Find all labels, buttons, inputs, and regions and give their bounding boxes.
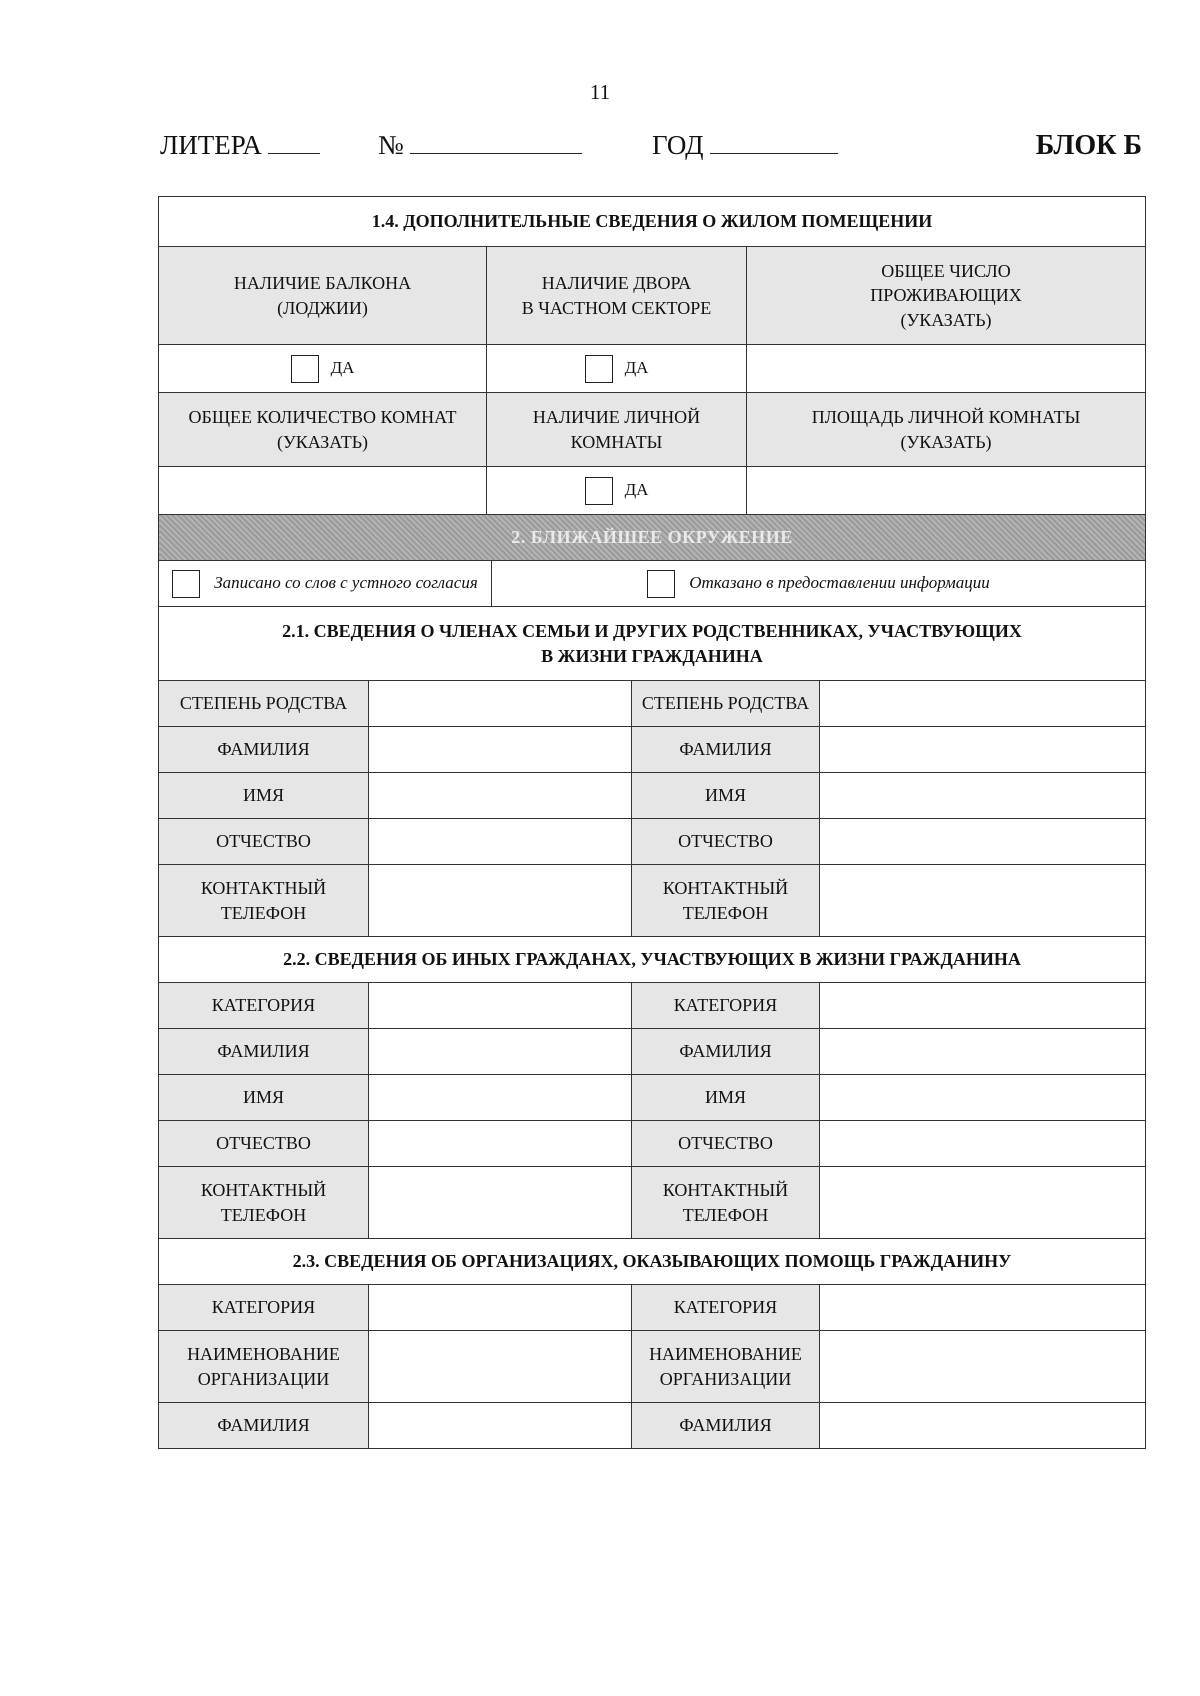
phone-label: КОНТАКТНЫЙ ТЕЛЕФОН bbox=[632, 1167, 820, 1239]
phone-label: КОНТАКТНЫЙ ТЕЛЕФОН bbox=[632, 865, 820, 937]
surname-input-2[interactable] bbox=[820, 1029, 1146, 1075]
surname-label: ФАМИЛИЯ bbox=[159, 727, 369, 773]
rooms-total-label: ОБЩЕЕ КОЛИЧЕСТВО КОМНАТ (УКАЗАТЬ) bbox=[159, 393, 487, 467]
refused-option bbox=[492, 561, 1146, 607]
section-1-4-title: 1.4. ДОПОЛНИТЕЛЬНЫЕ СВЕДЕНИЯ О ЖИЛОМ ПОМЕЩЕНИИ bbox=[159, 197, 1146, 247]
rooms-total-input[interactable] bbox=[159, 467, 487, 515]
section-2-3-title: 2.3. СВЕДЕНИЯ ОБ ОРГАНИЗАЦИЯХ, ОКАЗЫВАЮЩИХ ПОМОЩЬ ГРАЖДАНИНУ bbox=[159, 1239, 1146, 1285]
year-label: ГОД bbox=[652, 130, 704, 160]
phone-input-2[interactable] bbox=[820, 865, 1146, 937]
phone-input-1[interactable] bbox=[369, 1167, 632, 1239]
balcony-label: НАЛИЧИЕ БАЛКОНА (ЛОДЖИИ) bbox=[159, 247, 487, 345]
name-input-2[interactable] bbox=[820, 1075, 1146, 1121]
page-number: 11 bbox=[589, 80, 611, 104]
patronymic-input-2[interactable] bbox=[820, 1121, 1146, 1167]
patronymic-label: ОТЧЕСТВО bbox=[632, 819, 820, 865]
personal-room-area-input[interactable] bbox=[747, 467, 1146, 515]
surname-input-1[interactable] bbox=[369, 1403, 632, 1449]
category-label: КАТЕГОРИЯ bbox=[159, 983, 369, 1029]
category-input-1[interactable] bbox=[369, 1285, 632, 1331]
surname-input-1[interactable] bbox=[369, 727, 632, 773]
yard-label: НАЛИЧИЕ ДВОРА В ЧАСТНОМ СЕКТОРЕ bbox=[487, 247, 747, 345]
category-label: КАТЕГОРИЯ bbox=[632, 983, 820, 1029]
name-input-2[interactable] bbox=[820, 773, 1146, 819]
personal-room-yes-label: ДА bbox=[624, 480, 649, 500]
litera-input-line[interactable] bbox=[268, 133, 320, 154]
relation-label: СТЕПЕНЬ РОДСТВА bbox=[159, 681, 369, 727]
surname-label: ФАМИЛИЯ bbox=[632, 1029, 820, 1075]
residents-label: ОБЩЕЕ ЧИСЛО ПРОЖИВАЮЩИХ (УКАЗАТЬ) bbox=[747, 247, 1146, 345]
section-2-title: 2. БЛИЖАЙШЕЕ ОКРУЖЕНИЕ bbox=[159, 515, 1146, 561]
block-label: БЛОК Б bbox=[1035, 130, 1142, 161]
phone-input-2[interactable] bbox=[820, 1167, 1146, 1239]
section-2-2-title: 2.2. СВЕДЕНИЯ ОБ ИНЫХ ГРАЖДАНАХ, УЧАСТВУЮЩИХ В ЖИЗНИ ГРАЖДАНИНА bbox=[159, 937, 1146, 983]
category-input-2[interactable] bbox=[820, 983, 1146, 1029]
litera-label: ЛИТЕРА bbox=[160, 130, 262, 160]
patronymic-input-2[interactable] bbox=[820, 819, 1146, 865]
name-input-1[interactable] bbox=[369, 1075, 632, 1121]
patronymic-label: ОТЧЕСТВО bbox=[632, 1121, 820, 1167]
number-label: № bbox=[378, 130, 404, 160]
patronymic-label: ОТЧЕСТВО bbox=[159, 819, 369, 865]
personal-room-area-label: ПЛОЩАДЬ ЛИЧНОЙ КОМНАТЫ (УКАЗАТЬ) bbox=[747, 393, 1146, 467]
phone-label: КОНТАКТНЫЙ ТЕЛЕФОН bbox=[159, 865, 369, 937]
name-label: ИМЯ bbox=[632, 773, 820, 819]
balcony-yes-cell bbox=[159, 345, 487, 393]
residents-input[interactable] bbox=[747, 345, 1146, 393]
surname-label: ФАМИЛИЯ bbox=[632, 1403, 820, 1449]
yard-yes-checkbox[interactable] bbox=[585, 355, 613, 383]
name-label: ИМЯ bbox=[632, 1075, 820, 1121]
refused-label: Отказано в предоставлении информации bbox=[689, 573, 990, 593]
year-field bbox=[652, 130, 838, 161]
surname-input-2[interactable] bbox=[820, 1403, 1146, 1449]
personal-room-label: НАЛИЧИЕ ЛИЧНОЙ КОМНАТЫ bbox=[487, 393, 747, 467]
patronymic-input-1[interactable] bbox=[369, 819, 632, 865]
number-input-line[interactable] bbox=[410, 133, 582, 154]
recorded-label: Записано со слов с устного согласия bbox=[214, 573, 478, 593]
relation-input-2[interactable] bbox=[820, 681, 1146, 727]
name-label: ИМЯ bbox=[159, 1075, 369, 1121]
org-name-label: НАИМЕНОВАНИЕ ОРГАНИЗАЦИИ bbox=[632, 1331, 820, 1403]
category-label: КАТЕГОРИЯ bbox=[159, 1285, 369, 1331]
recorded-option bbox=[159, 561, 492, 607]
recorded-checkbox[interactable] bbox=[172, 570, 200, 598]
personal-room-yes-checkbox[interactable] bbox=[585, 477, 613, 505]
number-field bbox=[378, 130, 582, 161]
org-name-label: НАИМЕНОВАНИЕ ОРГАНИЗАЦИИ bbox=[159, 1331, 369, 1403]
category-input-1[interactable] bbox=[369, 983, 632, 1029]
balcony-yes-checkbox[interactable] bbox=[291, 355, 319, 383]
form-table bbox=[158, 196, 1146, 1449]
patronymic-label: ОТЧЕСТВО bbox=[159, 1121, 369, 1167]
category-label: КАТЕГОРИЯ bbox=[632, 1285, 820, 1331]
org-name-input-2[interactable] bbox=[820, 1331, 1146, 1403]
phone-input-1[interactable] bbox=[369, 865, 632, 937]
relation-input-1[interactable] bbox=[369, 681, 632, 727]
yard-yes-label: ДА bbox=[624, 358, 649, 378]
category-input-2[interactable] bbox=[820, 1285, 1146, 1331]
year-input-line[interactable] bbox=[710, 133, 838, 154]
section-2-1-title: 2.1. СВЕДЕНИЯ О ЧЛЕНАХ СЕМЬИ И ДРУГИХ РОДСТВЕННИКАХ, УЧАСТВУЮЩИХ В ЖИЗНИ ГРАЖДАНИНА bbox=[159, 607, 1146, 681]
name-label: ИМЯ bbox=[159, 773, 369, 819]
personal-room-yes-cell bbox=[487, 467, 747, 515]
balcony-yes-label: ДА bbox=[330, 358, 355, 378]
refused-checkbox[interactable] bbox=[647, 570, 675, 598]
yard-yes-cell bbox=[487, 345, 747, 393]
patronymic-input-1[interactable] bbox=[369, 1121, 632, 1167]
phone-label: КОНТАКТНЫЙ ТЕЛЕФОН bbox=[159, 1167, 369, 1239]
surname-label: ФАМИЛИЯ bbox=[159, 1403, 369, 1449]
name-input-1[interactable] bbox=[369, 773, 632, 819]
surname-label: ФАМИЛИЯ bbox=[632, 727, 820, 773]
surname-label: ФАМИЛИЯ bbox=[159, 1029, 369, 1075]
document-header bbox=[160, 130, 1142, 170]
surname-input-1[interactable] bbox=[369, 1029, 632, 1075]
relation-label: СТЕПЕНЬ РОДСТВА bbox=[632, 681, 820, 727]
org-name-input-1[interactable] bbox=[369, 1331, 632, 1403]
surname-input-2[interactable] bbox=[820, 727, 1146, 773]
litera-field bbox=[160, 130, 320, 161]
